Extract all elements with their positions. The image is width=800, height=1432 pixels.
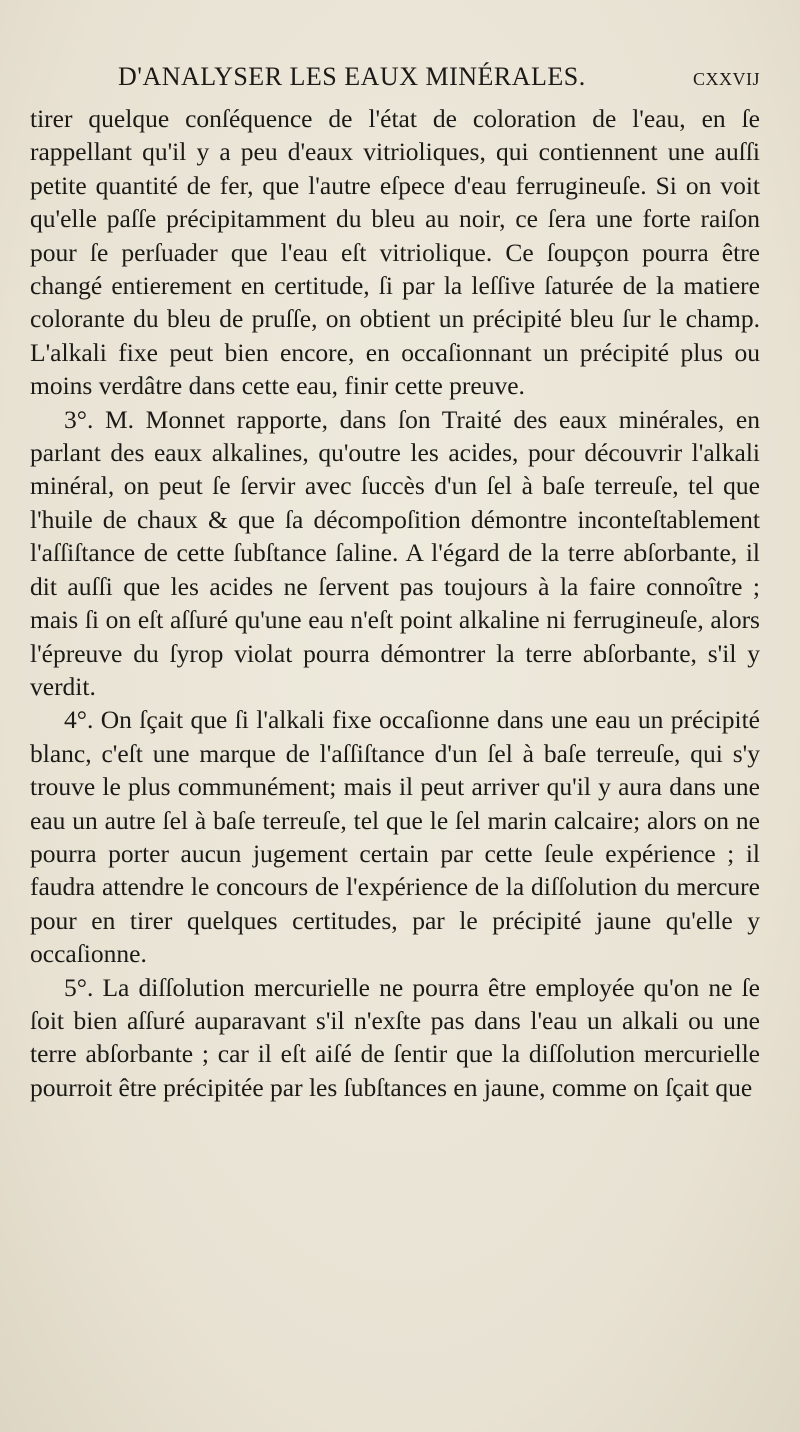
running-title: D'ANALYSER LES EAUX MINÉRALES. xyxy=(118,62,586,91)
paragraph-continuation: tirer quelque conſéquence de l'état de coloration de l'eau, en ſe rappellant qu'il y a peu d'eaux vitrioliques, qui contiennent une auſſi petite quantité de fer, que l'autre eſpece d'eau ferrugineuſe. Si on voit qu'elle paſſe précipitamment du bleu au noir, ce ſera une forte raiſon pour ſe perſuader que l'eau eſt vitriolique. Ce ſoupçon pourra être changé entierement en certitude, ſi par la leſſive ſaturée de la matiere colorante du bleu de pruſſe, on obtient un précipité bleu ſur le champ. L'alkali fixe peut bien encore, en occaſionnant un précipité plus ou moins verdâtre dans cette eau, finir cette preuve. xyxy=(30,104,760,401)
paragraph-3: 3°. M. Monnet rapporte, dans ſon Traité des eaux minérales, en parlant des eaux alkalines, qu'outre les acides, pour découvrir l'alkali minéral, on peut ſe ſervir avec ſuccès d'un ſel à baſe terreuſe, tel que l'huile de chaux & que ſa décompoſition démontre inconteſtablement l'aſſiſtance de cette ſubſtance ſaline. A l'égard de la terre abſorbante, il dit auſſi que les acides ne ſervent pas toujours à la faire connoître ; mais ſi on eſt aſſuré qu'une eau n'eſt point alkaline ni ferrugineuſe, alors l'épreuve du ſyrop violat pourra démontrer la terre abſorbante, s'il y verdit. xyxy=(30,404,760,701)
running-header xyxy=(30,62,760,102)
paragraph-4: 4°. On ſçait que ſi l'alkali fixe occaſionne dans une eau un précipité blanc, c'eſt une marque de l'aſſiſtance d'un ſel à baſe terreuſe, qui s'y trouve le plus communément; mais il peut arriver qu'il y aura dans une eau un autre ſel à baſe terreuſe, tel que le ſel marin calcaire; alors on ne pourra porter aucun jugement certain par cette ſeule expérience ; il faudra attendre le concours de l'expérience de la diſſolution du mercure pour en tirer quelques certitudes, par le précipité jaune qu'elle y occaſionne. xyxy=(30,705,760,969)
paragraph-5: 5°. La diſſolution mercurielle ne pourra être employée qu'on ne ſe ſoit bien aſſuré auparavant s'il n'exſte pas dans l'eau un alkali ou une terre abſorbante ; car il eſt aiſé de ſentir que la diſſolution mercurielle pourroit être précipitée par les ſubſtances en jaune, comme on ſçait que xyxy=(30,972,760,1102)
body-text xyxy=(30,102,760,1104)
page-number: cxxvij xyxy=(692,62,760,91)
